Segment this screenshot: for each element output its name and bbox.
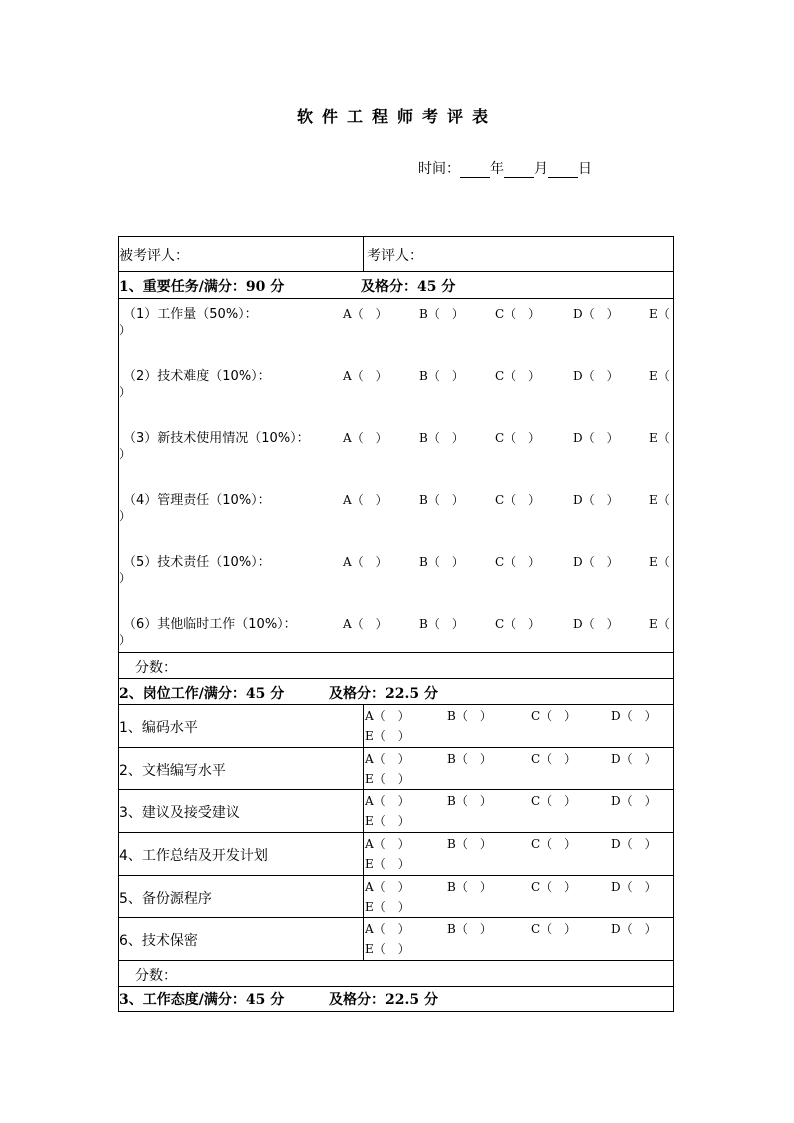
grade-c-option[interactable]: C（ ） <box>495 369 541 383</box>
grade-d-option[interactable]: D（ ） <box>573 617 619 631</box>
item-label: 1、编码水平 <box>119 720 198 736</box>
criterion-label: （2）技术难度（10%）： <box>123 369 271 384</box>
grade-d-option[interactable]: D（ ） <box>573 307 619 321</box>
criterion-row <box>119 609 673 653</box>
criterion-label: （4）管理责任（10%）： <box>123 493 271 508</box>
grade-d-option[interactable]: D（ ） <box>611 752 657 766</box>
grade-d-option[interactable]: D（ ） <box>611 880 657 894</box>
criterion-label: （6）其他临时工作（10%）： <box>123 617 297 632</box>
column-divider <box>363 833 364 875</box>
grade-b-option[interactable]: B（ ） <box>447 880 492 894</box>
grade-c-option[interactable]: C（ ） <box>531 752 577 766</box>
grade-e-option[interactable]: E（ ） <box>365 900 410 914</box>
grade-c-option[interactable]: C（ ） <box>495 307 541 321</box>
section2-score-row <box>119 961 673 987</box>
section1-pass: 及格分：45 分 <box>361 279 456 295</box>
criterion-row <box>119 547 673 609</box>
grade-e-option[interactable]: E（ <box>649 617 670 631</box>
criterion-label: （3）新技术使用情况（10%）： <box>123 431 310 446</box>
grade-e-option[interactable]: E（ <box>649 307 670 321</box>
grade-b-option[interactable]: B（ ） <box>419 431 464 445</box>
grade-e-option[interactable]: E（ ） <box>365 857 410 871</box>
column-divider <box>363 918 364 960</box>
section3-heading <box>119 987 673 1011</box>
item-label: 2、文档编写水平 <box>119 763 226 779</box>
evaluator-label: 考评人： <box>367 248 423 264</box>
day-label: 日 <box>578 161 592 177</box>
section1-title: 1、重要任务/满分：90 分 <box>119 279 285 295</box>
column-divider <box>363 876 364 917</box>
grade-a-option[interactable]: A（ ） <box>343 555 388 569</box>
criterion-label: （1）工作量（50%）： <box>123 307 258 322</box>
grade-e-close: ） <box>119 571 132 585</box>
section2-item-row <box>119 918 673 961</box>
section1-criteria <box>119 299 673 653</box>
section2-title: 2、岗位工作/满分：45 分 <box>119 686 285 702</box>
grade-e-option[interactable]: E（ ） <box>365 729 410 743</box>
section3-title: 3、工作态度/满分：45 分 <box>119 992 285 1008</box>
section2-item-row <box>119 705 673 748</box>
year-label: 年 <box>490 161 504 177</box>
grade-b-option[interactable]: B（ ） <box>447 794 492 808</box>
month-blank[interactable] <box>504 163 534 178</box>
grade-b-option[interactable]: B（ ） <box>419 493 464 507</box>
grade-e-option[interactable]: E（ <box>649 555 670 569</box>
grade-e-option[interactable]: E（ ） <box>365 772 410 786</box>
grade-e-option[interactable]: E（ <box>649 431 670 445</box>
section3-pass: 及格分：22.5 分 <box>329 992 438 1008</box>
grade-d-option[interactable]: D（ ） <box>611 922 657 936</box>
item-label: 4、工作总结及开发计划 <box>119 848 268 864</box>
criterion-row <box>119 423 673 485</box>
section2-pass: 及格分：22.5 分 <box>329 686 438 702</box>
evaluation-table <box>118 236 674 1012</box>
grade-b-option[interactable]: B（ ） <box>419 555 464 569</box>
date-prefix: 时间： <box>418 161 460 177</box>
grade-b-option[interactable]: B（ ） <box>419 307 464 321</box>
grade-a-option[interactable]: A（ ） <box>343 369 388 383</box>
section2-item-row <box>119 790 673 833</box>
section2-item-row <box>119 748 673 790</box>
section1-heading <box>119 272 673 299</box>
criterion-row <box>119 361 673 423</box>
criterion-row <box>119 299 673 361</box>
date-line <box>418 158 592 178</box>
form-title: 软件工程师考评表 <box>296 107 497 126</box>
grade-c-option[interactable]: C（ ） <box>495 555 541 569</box>
grade-c-option[interactable]: C（ ） <box>495 493 541 507</box>
grade-c-option[interactable]: C（ ） <box>531 880 577 894</box>
grade-d-option[interactable]: D（ ） <box>573 493 619 507</box>
grade-a-option[interactable]: A（ ） <box>365 880 410 894</box>
column-divider <box>363 748 364 789</box>
section1-score-row <box>119 653 673 679</box>
grade-e-close: ） <box>119 509 132 523</box>
day-blank[interactable] <box>548 163 578 178</box>
section2-item-row <box>119 876 673 918</box>
grade-c-option[interactable]: C（ ） <box>531 709 577 723</box>
grade-e-close: ） <box>119 447 132 461</box>
grade-a-option[interactable]: A（ ） <box>365 794 410 808</box>
grade-c-option[interactable]: C（ ） <box>531 922 577 936</box>
section2-score-label[interactable]: 分数： <box>135 968 177 984</box>
grade-a-option[interactable]: A（ ） <box>365 922 410 936</box>
grade-a-option[interactable]: A（ ） <box>365 837 410 851</box>
grade-b-option[interactable]: B（ ） <box>447 709 492 723</box>
month-label: 月 <box>534 161 548 177</box>
grade-e-close: ） <box>119 385 132 399</box>
column-divider <box>363 237 364 271</box>
header-row <box>119 237 673 272</box>
grade-a-option[interactable]: A（ ） <box>343 493 388 507</box>
grade-d-option[interactable]: D（ ） <box>573 431 619 445</box>
grade-a-option[interactable]: A（ ） <box>343 431 388 445</box>
column-divider <box>363 705 364 747</box>
section1-score-label[interactable]: 分数： <box>135 660 177 676</box>
grade-d-option[interactable]: D（ ） <box>573 555 619 569</box>
column-divider <box>363 790 364 832</box>
grade-a-option[interactable]: A（ ） <box>343 617 388 631</box>
item-label: 5、备份源程序 <box>119 891 212 907</box>
grade-d-option[interactable]: D（ ） <box>573 369 619 383</box>
grade-b-option[interactable]: B（ ） <box>447 752 492 766</box>
grade-e-close: ） <box>119 323 132 337</box>
year-blank[interactable] <box>460 163 490 178</box>
grade-e-option[interactable]: E（ ） <box>365 814 410 828</box>
grade-e-option[interactable]: E（ <box>649 369 670 383</box>
grade-a-option[interactable]: A（ ） <box>365 752 410 766</box>
grade-b-option[interactable]: B（ ） <box>419 369 464 383</box>
grade-a-option[interactable]: A（ ） <box>365 709 410 723</box>
grade-c-option[interactable]: C（ ） <box>531 794 577 808</box>
evaluatee-label: 被考评人： <box>119 248 189 264</box>
grade-b-option[interactable]: B（ ） <box>419 617 464 631</box>
section2-heading <box>119 679 673 705</box>
grade-e-close: ） <box>119 633 132 647</box>
grade-b-option[interactable]: B（ ） <box>447 837 492 851</box>
grade-d-option[interactable]: D（ ） <box>611 794 657 808</box>
grade-c-option[interactable]: C（ ） <box>531 837 577 851</box>
criterion-label: （5）技术责任（10%）： <box>123 555 271 570</box>
grade-e-option[interactable]: E（ <box>649 493 670 507</box>
grade-d-option[interactable]: D（ ） <box>611 709 657 723</box>
grade-c-option[interactable]: C（ ） <box>495 431 541 445</box>
section2-item-row <box>119 833 673 876</box>
item-label: 6、技术保密 <box>119 933 198 949</box>
grade-d-option[interactable]: D（ ） <box>611 837 657 851</box>
grade-e-option[interactable]: E（ ） <box>365 942 410 956</box>
grade-c-option[interactable]: C（ ） <box>495 617 541 631</box>
item-label: 3、建议及接受建议 <box>119 805 240 821</box>
criterion-row <box>119 485 673 547</box>
grade-a-option[interactable]: A（ ） <box>343 307 388 321</box>
grade-b-option[interactable]: B（ ） <box>447 922 492 936</box>
